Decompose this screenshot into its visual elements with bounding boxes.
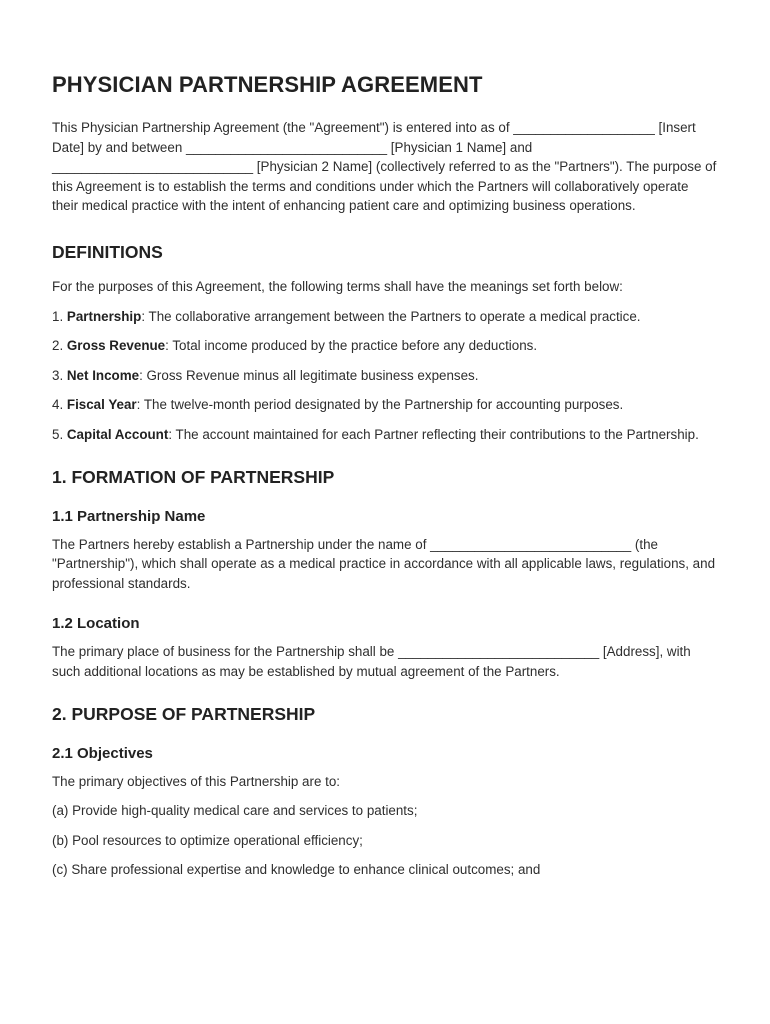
definition-item [52, 336, 718, 356]
definition-item [52, 366, 718, 386]
definition-number: 5. [52, 426, 67, 442]
objective-item: (b) Pool resources to optimize operational efficiency; [52, 832, 363, 848]
definition-text: : Total income produced by the practice before any deductions. [165, 338, 538, 354]
objectives-lead: The primary objectives of this Partnership are to: [52, 773, 341, 789]
definition-number: 2. [52, 338, 67, 354]
definition-term: Capital Account [66, 426, 169, 442]
definition-number: 3. [52, 367, 67, 383]
definition-term: Partnership [66, 308, 142, 324]
definition-number: 1. [52, 308, 67, 324]
definition-term: Net Income [66, 367, 140, 383]
objectives-heading: 2.1 Objectives [52, 744, 153, 762]
partnership-name-heading: 1.1 Partnership Name [52, 507, 206, 525]
objective-item: (c) Share professional expertise and knowledge to enhance clinical outcomes; and [52, 862, 541, 878]
formation-heading: 1. FORMATION OF PARTNERSHIP [52, 466, 335, 487]
partnership-name-text: The Partners hereby establish a Partnership under the name of ___________________________ (the "Partnership"), which shall operate as a medical practice in accordance with all applicable laws, regulations, and professional standards. [52, 536, 716, 591]
definition-term: Gross Revenue [66, 338, 166, 354]
definition-item [52, 425, 718, 445]
objective-item: (a) Provide high-quality medical care and services to patients; [52, 803, 418, 819]
document-title: PHYSICIAN PARTNERSHIP AGREEMENT [52, 72, 483, 97]
definition-item [52, 307, 718, 327]
intro-paragraph: This Physician Partnership Agreement (the "Agreement") is entered into as of ___________________ [Insert Date] by and between ___________________________ [Physician 1 Name] and ___________________________ [Physician 2 Name] (collectively referred to as the "Partners"). The purpose of this Agreement is to establish the terms and conditions under which the Partners will collaboratively operate their medical practice with the intent of enhancing patient care and optimizing business operations. [52, 120, 717, 214]
definition-item [52, 395, 718, 415]
definition-text: : The twelve-month period designated by the Partnership for accounting purposes. [136, 397, 624, 413]
definition-text: : Gross Revenue minus all legitimate business expenses. [139, 367, 479, 383]
location-text: The primary place of business for the Partnership shall be ___________________________ [Address], with such additional locations as may be established by mutual agreement of the Partners. [52, 644, 691, 679]
purpose-heading: 2. PURPOSE OF PARTNERSHIP [52, 703, 316, 724]
definitions-lead: For the purposes of this Agreement, the following terms shall have the meanings set forth below: [52, 278, 623, 294]
definition-text: : The account maintained for each Partner reflecting their contributions to the Partnership. [168, 426, 699, 442]
definition-text: : The collaborative arrangement between the Partners to operate a medical practice. [141, 308, 641, 324]
definition-term: Fiscal Year [66, 397, 137, 413]
definitions-heading: DEFINITIONS [52, 241, 163, 262]
definition-number: 4. [52, 397, 67, 413]
location-heading: 1.2 Location [52, 615, 140, 633]
